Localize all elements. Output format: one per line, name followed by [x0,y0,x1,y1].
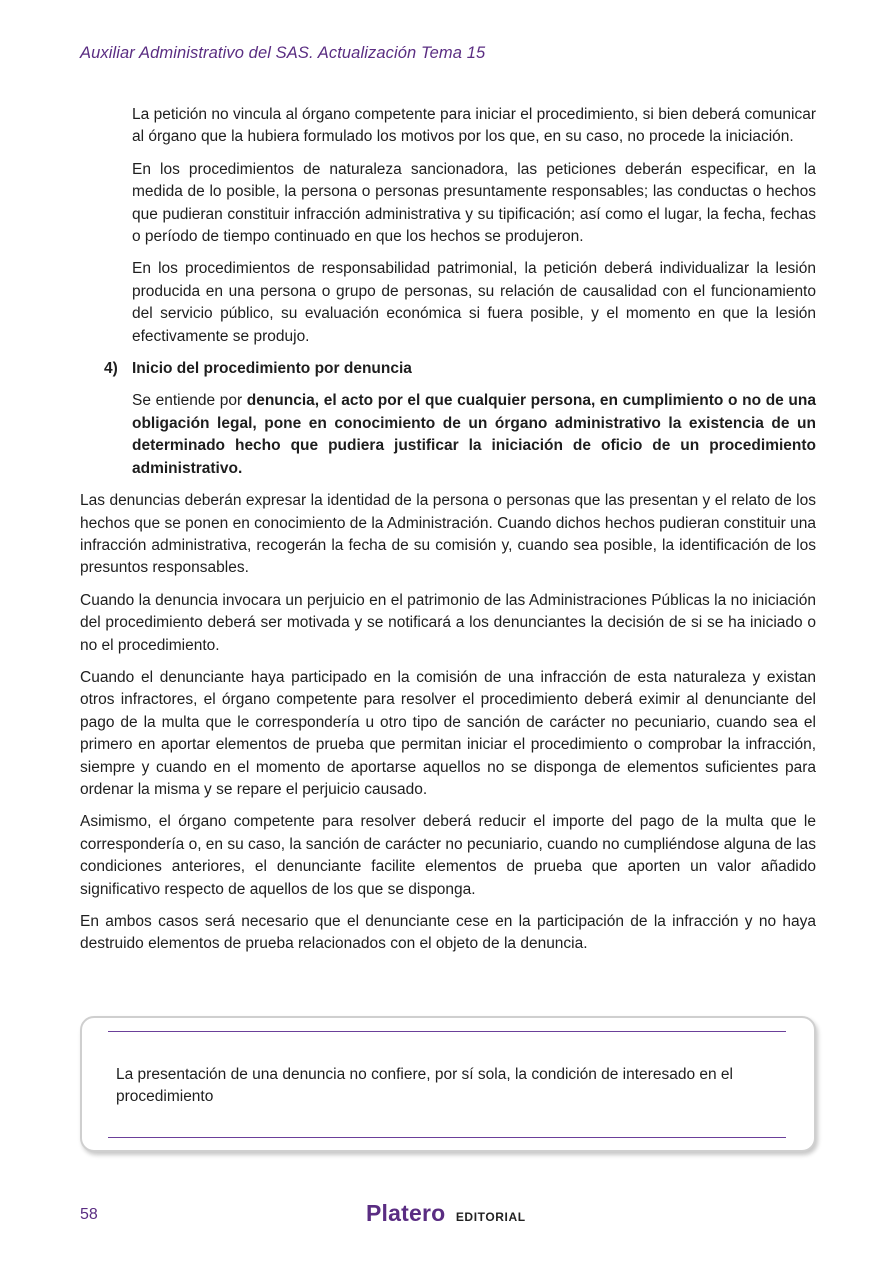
publisher-logo [366,1200,526,1227]
note-box [80,1016,816,1152]
note-text: La presentación de una denuncia no confiere, por sí sola, la condición de interesado en el procedimiento [116,1066,733,1106]
paragraph-perjuicio-patrimonio: Cuando la denuncia invocara un perjuicio en el patrimonio de las Administraciones Públicas la no iniciación del procedimiento deberá ser motivada y se notificará a los denunciantes la decisión de si se ha iniciado o no el procedimiento. [80,591,816,654]
publisher-subtitle: EDITORIAL [455,1210,526,1224]
paragraph-peticion-no-vincula: La petición no vincula al órgano competente para iniciar el procedimiento, si bien deberá comunicar al órgano que la hubiera formulado los motivos por los que, en su caso, no procede la iniciación. [132,106,816,146]
paragraph-responsabilidad-patrimonial: En los procedimientos de responsabilidad patrimonial, la petición deberá individualizar la lesión producida en una persona o grupo de personas, su relación de causalidad con el funcionamiento del servicio público, su evaluación económica si fuera posible, y el momento en que la lesión efectivamente se produjo. [132,260,816,345]
paragraph-definicion-denuncia [132,390,816,480]
paragraph-ambos-casos: En ambos casos será necesario que el denunciante cese en la participación de la infracción y no haya destruido elementos de prueba relacionados con el objeto de la denuncia. [80,913,816,953]
publisher-name: Platero [366,1200,446,1226]
section-title: Inicio del procedimiento por denuncia [132,360,412,378]
paragraph-procedimientos-sancionadores: En los procedimientos de naturaleza sancionadora, las peticiones deberán especificar, en la medida de lo posible, la persona o personas presuntamente responsables; las conductas o hechos que pudieran constituir infracción administrativa y su tipificación; así como el lugar, la fecha, fechas o período de tiempo continuado en que los hechos se produjeron. [132,160,816,246]
section-heading-denuncia [104,358,816,380]
paragraph-exencion-multa: Cuando el denunciante haya participado en la comisión de una infracción de esta naturaleza y existan otros infractores, el órgano competente para resolver el procedimiento deberá eximir al denunciante del pago de la multa que le correspondería u otro tipo de sanción de carácter no pecuniario, cuando sea el primero en aportar elementos de prueba que permitan iniciar el procedimiento o comprobar la infracción, siempre y cuando en el momento de aportarse aquellos no se disponga de elementos suficientes para ordenar la misma y se repare el perjuicio causado. [80,668,816,798]
section-number: 4) [104,360,118,378]
note-bottom-rule [108,1137,786,1138]
note-top-rule [108,1031,786,1032]
document-body [80,104,816,966]
paragraph-contenido-denuncias: Las denuncias deberán expresar la identidad de la persona o personas que las presentan y el relato de los hechos que se ponen en conocimiento de la Administración. Cuando dichos hechos pudieran constituir una infracción administrativa, recogerán la fecha de su comisión y, cuando sea posible, la identificación de los presuntos responsables. [80,492,816,577]
paragraph-reduccion-multa: Asimismo, el órgano competente para resolver deberá reducir el importe del pago de la multa que le correspondería o, en su caso, la sanción de carácter no pecuniario, cuando no cumpliéndose alguna de las condiciones anteriores, el denunciante facilite elementos de prueba que aporten un valor añadido significativo respecto de aquellos de los que se disponga. [80,813,816,898]
definition-intro: Se entiende por [132,392,247,410]
running-header: Auxiliar Administrativo del SAS. Actualización Tema 15 [80,44,486,62]
page-number: 58 [80,1206,98,1223]
definition-bold: denuncia, el acto por el que cualquier persona, en cumplimiento o no de una obligación legal, pone en conocimiento de un órgano administrativo la existencia de un determinado hecho que pudiera justificar la iniciación de oficio de un procedimiento administrativo. [132,392,816,477]
